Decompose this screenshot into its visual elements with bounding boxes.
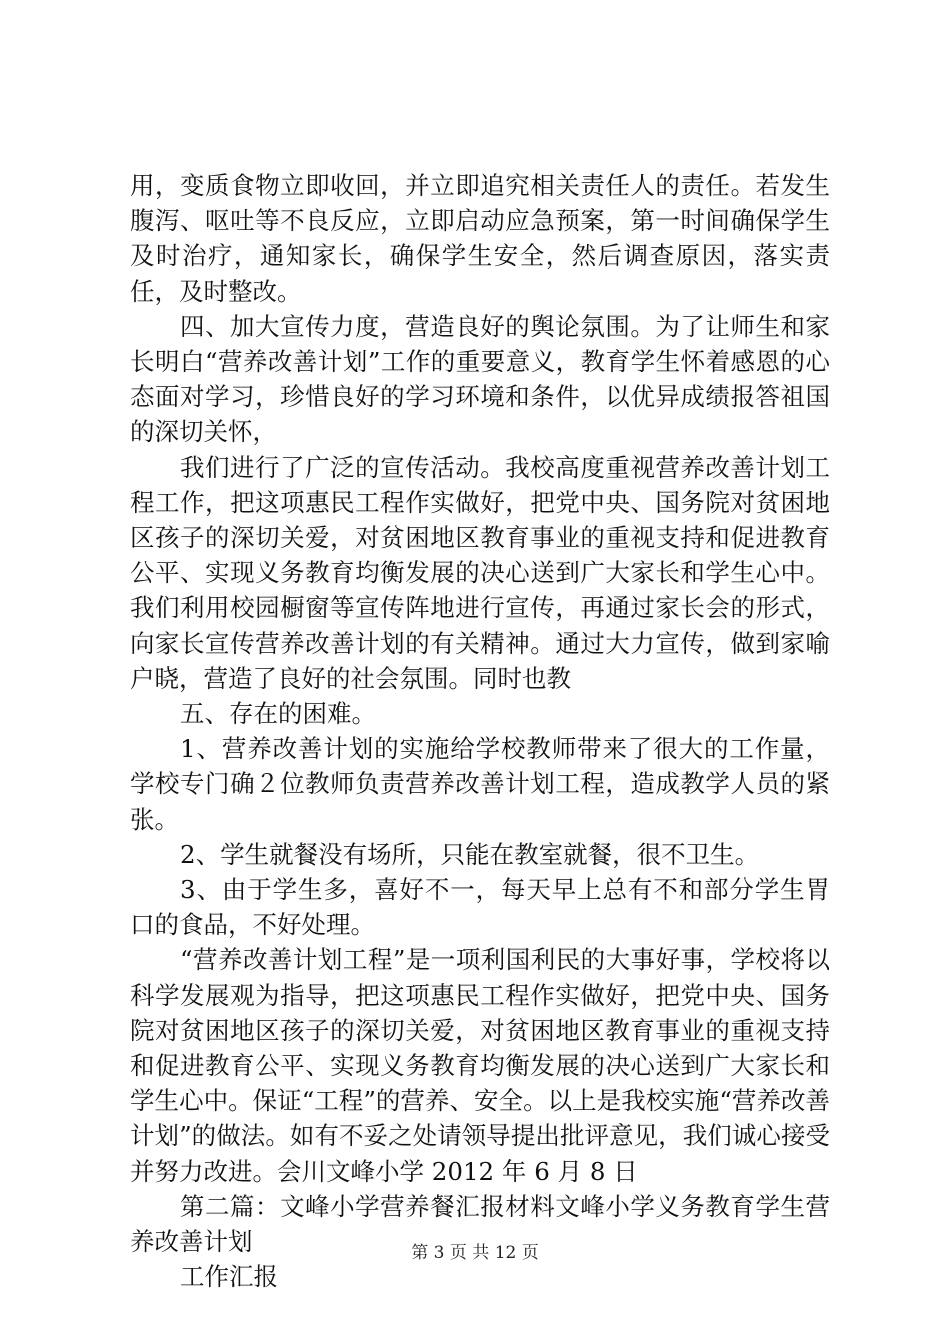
page-number-footer: 第 3 页 共 12 页 xyxy=(411,1243,539,1263)
section-heading-difficulties: 五、存在的困难。 xyxy=(180,699,376,729)
second-article-title: 第二篇：文峰小学营养餐汇报材料文峰小学义务教育学生营养改善计划 xyxy=(130,1191,830,1257)
paragraph-2: 四、加大宣传力度，营造良好的舆论氛围。为了让师生和家长明白“营养改善计划”工作的重要意义，教育学生怀着感恩的心态面对学习，珍惜良好的学习环境和条件，以优异成绩报答祖国的深切关怀， xyxy=(130,311,830,447)
difficulty-item-2: 2、学生就餐没有场所，只能在教室就餐，很不卫生。 xyxy=(180,839,760,869)
difficulty-item-3: 3、由于学生多，喜好不一，每天早上总有不和部分学生胃口的食品，不好处理。 xyxy=(130,875,830,940)
paragraph-3: 我们进行了广泛的宣传活动。我校高度重视营养改善计划工程工作，把这项惠民工程作实做好，把党中央、国务院对贫困地区孩子的深切关爱，对贫困地区教育事业的重视支持和促进教育公平、实现义务教育均衡发展的决心送到广大家长和学生心中。我们利用校园橱窗等宣传阵地进行宣传，再通过家长会的形式，向家长宣传营养改善计划的有关精神。通过大力宣传，做到家喻户晓，营造了良好的社会氛围。同时也教 xyxy=(130,452,830,693)
document-body xyxy=(130,168,830,1295)
second-article-subtitle: 工作汇报 xyxy=(180,1262,278,1292)
paragraph-1: 用，变质食物立即收回，并立即追究相关责任人的责任。若发生腹泻、呕吐等不良反应，立即启动应急预案，第一时间确保学生及时治疗，通知家长，确保学生安全，然后调查原因，落实责任，及时整改。 xyxy=(130,171,830,306)
paragraph-conclusion: “营养改善计划工程”是一项利国利民的大事好事，学校将以科学发展观为指导，把这项惠民工程作实做好，把党中央、国务院对贫困地区孩子的深切关爱，对贫困地区教育事业的重视支持和促进教育公平、实现义务教育均衡发展的决心送到广大家长和学生心中。保证“工程”的营养、安全。以上是我校实施“营养改善计划”的做法。如有不妥之处请领导提出批评意见，我们诚心接受并努力改进。会川文峰小学 2012 年 6 月 8 日 xyxy=(130,945,830,1186)
difficulty-item-1: 1、营养改善计划的实施给学校教师带来了很大的工作量，学校专门确２位教师负责营养改善计划工程，造成教学人员的紧张。 xyxy=(130,734,830,834)
